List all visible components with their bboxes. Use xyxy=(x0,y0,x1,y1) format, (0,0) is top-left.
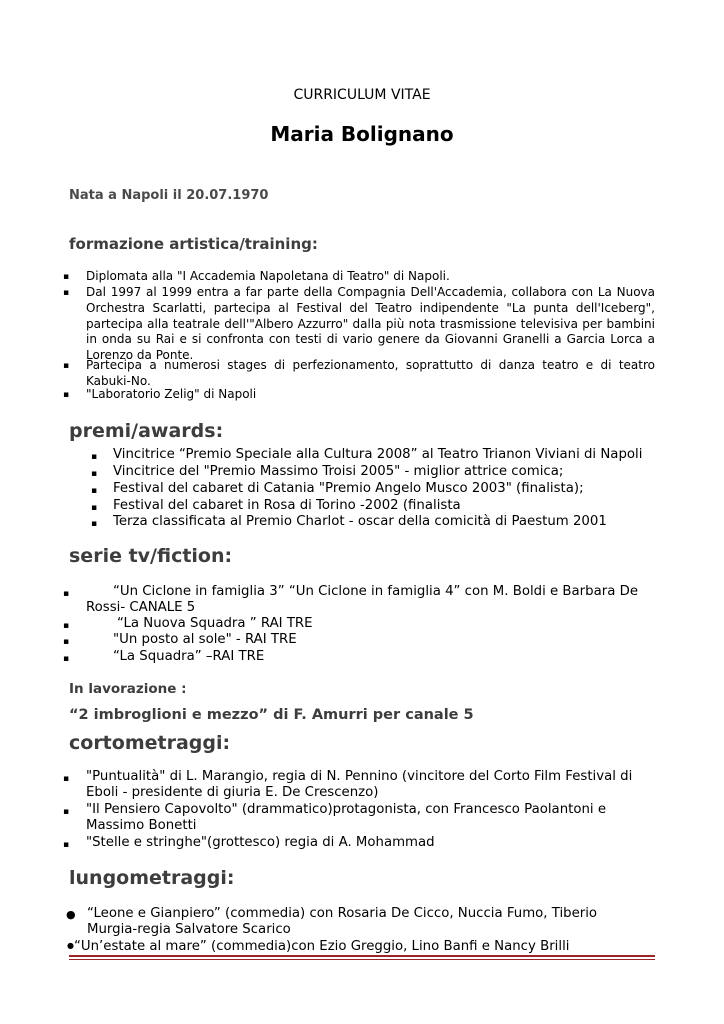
bullet-icon: ▪ xyxy=(63,807,70,817)
section-title-training: formazione artistica/training: xyxy=(69,235,318,253)
bullet-icon: ▪ xyxy=(91,519,98,529)
short-film-item: "Stelle e stringhe"(grottesco) regia di A. Mohammad xyxy=(86,835,435,850)
award-item: Festival del cabaret in Rosa di Torino -2002 (finalista xyxy=(113,498,461,513)
footer-divider xyxy=(69,955,655,957)
bullet-icon: ▪ xyxy=(63,390,70,400)
document-heading: CURRICULUM VITAE xyxy=(293,87,431,103)
training-item: "Laboratorio Zelig" di Napoli xyxy=(86,387,257,401)
bullet-icon: ▪ xyxy=(63,637,70,647)
bullet-icon: ● xyxy=(66,908,76,921)
bullet-icon: ▪ xyxy=(63,589,70,599)
award-item: Terza classificata al Premio Charlot - oscar della comicità di Paestum 2001 xyxy=(113,514,607,529)
award-item: Vincitrice “Premio Speciale alla Cultura 2008” al Teatro Trianon Viviani di Napoli xyxy=(113,447,643,462)
feature-film-item-continuation: Murgia-regia Salvatore Scarico xyxy=(87,922,291,937)
bullet-icon: ▪ xyxy=(63,361,70,371)
bullet-icon: ▪ xyxy=(91,503,98,513)
tv-item: “La Nuova Squadra ” RAI TRE xyxy=(117,616,313,631)
short-film-item-continuation: Massimo Bonetti xyxy=(86,818,197,833)
tv-item: "Un posto al sole" - RAI TRE xyxy=(113,632,297,647)
bullet-icon: ▪ xyxy=(63,621,70,631)
feature-film-item: “Leone e Gianpiero” (commedia) con Rosaria De Cicco, Nuccia Fumo, Tiberio xyxy=(87,906,598,921)
training-item: Dal 1997 al 1999 entra a far parte della Compagnia Dell'Accademia, collabora con La Nuova Orchestra Scarlatti, partecipa al Festival del Teatro indipendente "La punta dell'Iceberg", partecipa alla teatrale dell'"Albero Azzurro" dalla più nota trasmissione televisiva per bambini in onda su Rai e si confronta con testi di vario genere da Giovanni Granelli a Garcia Lorca a Lorenzo da Ponte. xyxy=(86,285,655,363)
tv-item: “La Squadra” –RAI TRE xyxy=(113,649,265,664)
bullet-icon: ▪ xyxy=(63,272,70,282)
bullet-icon: ▪ xyxy=(91,452,98,462)
person-name: Maria Bolignano xyxy=(270,122,454,146)
tv-item: “Un Ciclone in famiglia 3” “Un Ciclone in famiglia 4” con M. Boldi e Barbara De xyxy=(113,584,638,599)
section-title-tv: serie tv/fiction: xyxy=(69,545,233,567)
bullet-icon: ▪ xyxy=(63,840,70,850)
section-title-awards: premi/awards: xyxy=(69,420,224,442)
short-film-item: "Puntualità" di L. Marangio, regia di N. Pennino (vincitore del Corto Film Festival di xyxy=(86,769,633,784)
short-film-item: "Il Pensiero Capovolto" (drammatico)protagonista, con Francesco Paolantoni e xyxy=(86,802,607,817)
bullet-icon: ▪ xyxy=(91,486,98,496)
bullet-icon: ▪ xyxy=(63,774,70,784)
tv-item-continuation: Rossi- CANALE 5 xyxy=(86,600,196,615)
award-item: Festival del cabaret di Catania "Premio Angelo Musco 2003" (finalista); xyxy=(113,481,584,496)
in-progress-label: In lavorazione : xyxy=(69,681,187,697)
section-title-shorts: cortometraggi: xyxy=(69,732,231,754)
training-item: Diplomata alla "I Accademia Napoletana di Teatro" di Napoli. xyxy=(86,269,450,283)
in-progress-project: “2 imbroglioni e mezzo” di F. Amurri per canale 5 xyxy=(69,707,474,723)
bullet-icon: ● xyxy=(67,941,74,950)
birth-info: Nata a Napoli il 20.07.1970 xyxy=(69,188,269,203)
footer-divider xyxy=(69,959,655,960)
feature-film-item: “Un’estate al mare” (commedia)con Ezio Greggio, Lino Banfi e Nancy Brilli xyxy=(74,939,570,954)
bullet-icon: ▪ xyxy=(91,469,98,479)
training-item: Partecipa a numerosi stages di perfezionamento, soprattutto di danza teatro e di teatro Kabuki-No. xyxy=(86,358,655,388)
bullet-icon: ▪ xyxy=(63,654,70,664)
short-film-item-continuation: Eboli - presidente di giuria E. De Crescenzo) xyxy=(86,785,379,800)
award-item: Vincitrice del "Premio Massimo Troisi 2005" - miglior attrice comica; xyxy=(113,464,564,479)
bullet-icon: ▪ xyxy=(63,288,70,298)
section-title-features: lungometraggi: xyxy=(69,867,235,889)
